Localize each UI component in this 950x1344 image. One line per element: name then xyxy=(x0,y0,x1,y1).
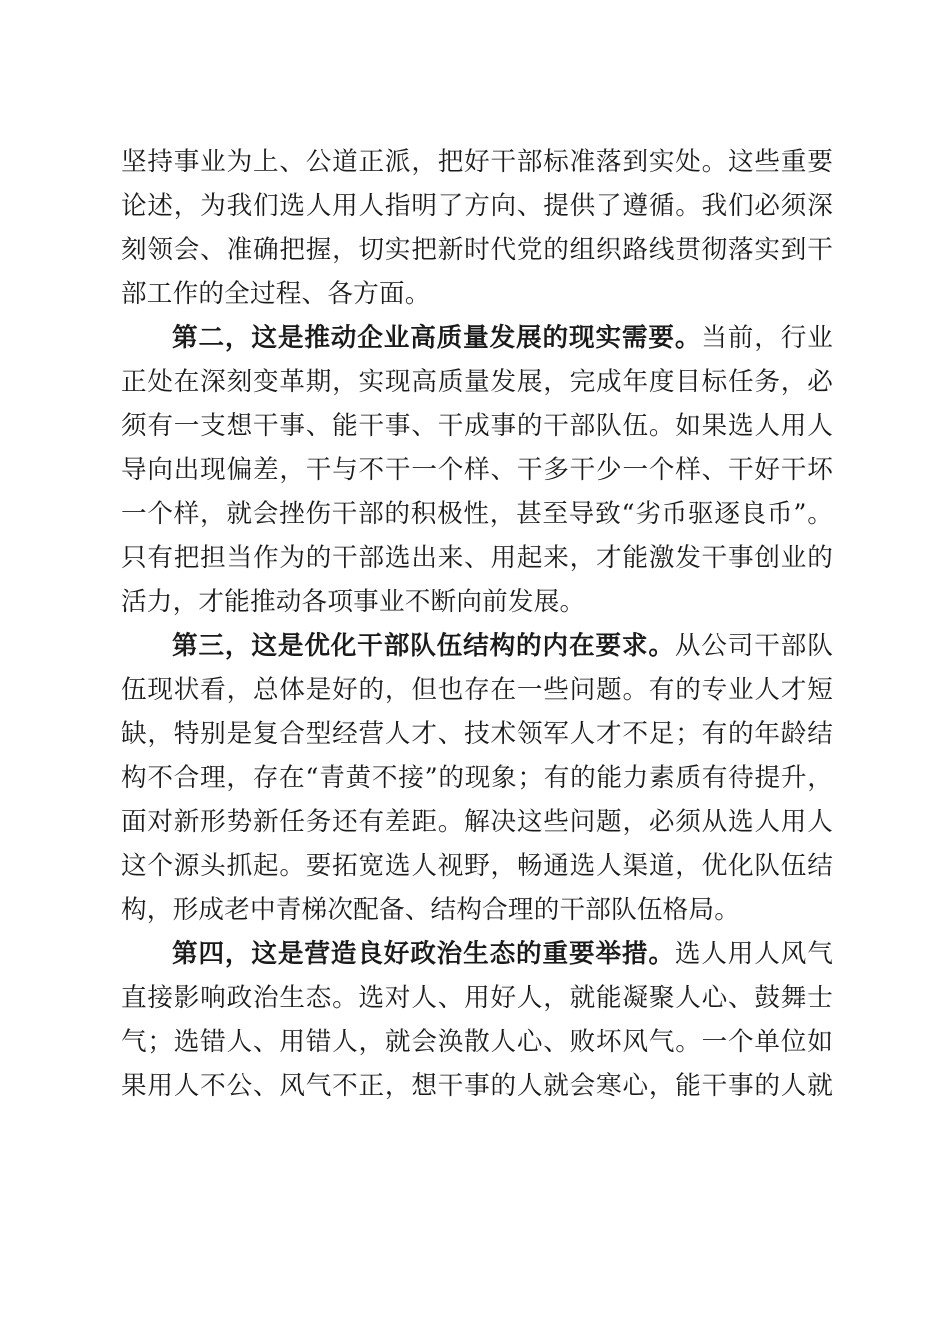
text-fragment: 从公司干部队 xyxy=(674,631,833,661)
text-line xyxy=(121,932,833,976)
text-line: 只有把担当作为的干部选出来、用起来，才能激发干事创业的 xyxy=(121,543,833,573)
text-line: 活力，才能推动各项事业不断向前发展。 xyxy=(121,587,586,617)
text-line: 一个样，就会挫伤干部的积极性，甚至导致“劣币驱逐良币”。 xyxy=(121,499,833,529)
text-line: 这个源头抓起。要拓宽选人视野，畅通选人渠道，优化队伍结 xyxy=(121,851,833,881)
text-line: 部工作的全过程、各方面。 xyxy=(121,279,431,309)
text-line: 正处在深刻变革期，实现高质量发展，完成年度目标任务，必 xyxy=(121,367,833,397)
paragraph-4 xyxy=(121,932,833,1108)
paragraph-1 xyxy=(121,140,833,316)
text-line: 缺，特别是复合型经营人才、技术领军人才不足；有的年龄结 xyxy=(121,719,833,749)
paragraph-lead-heading: 第二，这是推动企业高质量发展的现实需要。 xyxy=(172,323,702,353)
paragraph-2 xyxy=(121,316,833,624)
text-line: 论述，为我们选人用人指明了方向、提供了遵循。我们必须深 xyxy=(121,191,833,221)
text-line xyxy=(121,316,833,360)
text-fragment: 当前，行业 xyxy=(701,323,833,353)
text-line: 伍现状看，总体是好的，但也存在一些问题。有的专业人才短 xyxy=(121,675,833,705)
paragraph-lead-heading: 第四，这是营造良好政治生态的重要举措。 xyxy=(172,939,675,969)
text-line: 面对新形势新任务还有差距。解决这些问题，必须从选人用人 xyxy=(121,807,833,837)
text-fragment: 选人用人风气 xyxy=(674,939,833,969)
text-line: 直接影响政治生态。选对人、用好人，就能凝聚人心、鼓舞士 xyxy=(121,983,833,1013)
paragraph-lead-heading: 第三，这是优化干部队伍结构的内在要求。 xyxy=(172,631,675,661)
text-line: 构不合理，存在“青黄不接”的现象；有的能力素质有待提升， xyxy=(121,763,833,793)
text-line: 坚持事业为上、公道正派，把好干部标准落到实处。这些重要 xyxy=(121,147,833,177)
document-body xyxy=(121,140,833,1108)
text-line: 导向出现偏差，干与不干一个样、干多干少一个样、干好干坏 xyxy=(121,455,833,485)
text-line: 构，形成老中青梯次配备、结构合理的干部队伍格局。 xyxy=(121,895,741,925)
text-line: 果用人不公、风气不正，想干事的人就会寒心，能干事的人就 xyxy=(121,1071,833,1101)
paragraph-3 xyxy=(121,624,833,932)
text-line: 须有一支想干事、能干事、干成事的干部队伍。如果选人用人 xyxy=(121,411,833,441)
text-line xyxy=(121,624,833,668)
text-line: 刻领会、准确把握，切实把新时代党的组织路线贯彻落实到干 xyxy=(121,235,833,265)
text-line: 气；选错人、用错人，就会涣散人心、败坏风气。一个单位如 xyxy=(121,1027,833,1057)
